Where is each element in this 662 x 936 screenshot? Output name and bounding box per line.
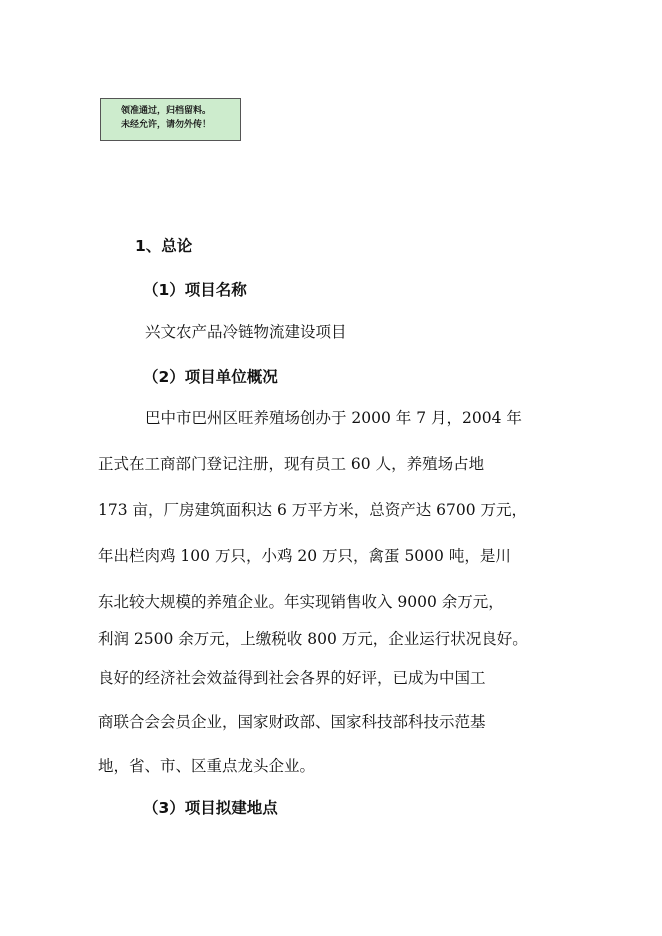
confidential-notice-box: [100, 98, 241, 141]
paragraph-line: 商联合会会员企业，国家财政部、国家科技部科技示范基: [98, 713, 486, 731]
paragraph-line: 巴中市巴州区旺养殖场创办于 2000 年 7 月，2004 年: [145, 409, 522, 427]
item1-heading: （1）项目名称: [143, 281, 247, 299]
paragraph-line: 良好的经济社会效益得到社会各界的好评，已成为中国工: [98, 669, 486, 687]
paragraph-line: 利润 2500 余万元，上缴税收 800 万元，企业运行状况良好。: [98, 630, 528, 648]
paragraph-line: 正式在工商部门登记注册，现有员工 60 人，养殖场占地: [98, 455, 485, 473]
item2-heading: （2）项目单位概况: [143, 368, 278, 386]
paragraph-line: 东北较大规模的养殖企业。年实现销售收入 9000 余万元，: [98, 593, 504, 611]
section-title: 1、总论: [135, 237, 193, 255]
project-name: 兴文农产品冷链物流建设项目: [145, 323, 347, 341]
paragraph-line: 地，省、市、区重点龙头企业。: [98, 757, 316, 775]
item3-heading: （3）项目拟建地点: [143, 799, 278, 817]
notice-line-1: 领准通过，归档留料。: [121, 106, 212, 116]
paragraph-line: 173 亩，厂房建筑面积达 6 万平方米，总资产达 6700 万元，: [98, 501, 528, 519]
paragraph-line: 年出栏肉鸡 100 万只，小鸡 20 万只，禽蛋 5000 吨，是川: [98, 547, 511, 565]
notice-line-2: 未经允许，请勿外传！: [121, 120, 212, 130]
